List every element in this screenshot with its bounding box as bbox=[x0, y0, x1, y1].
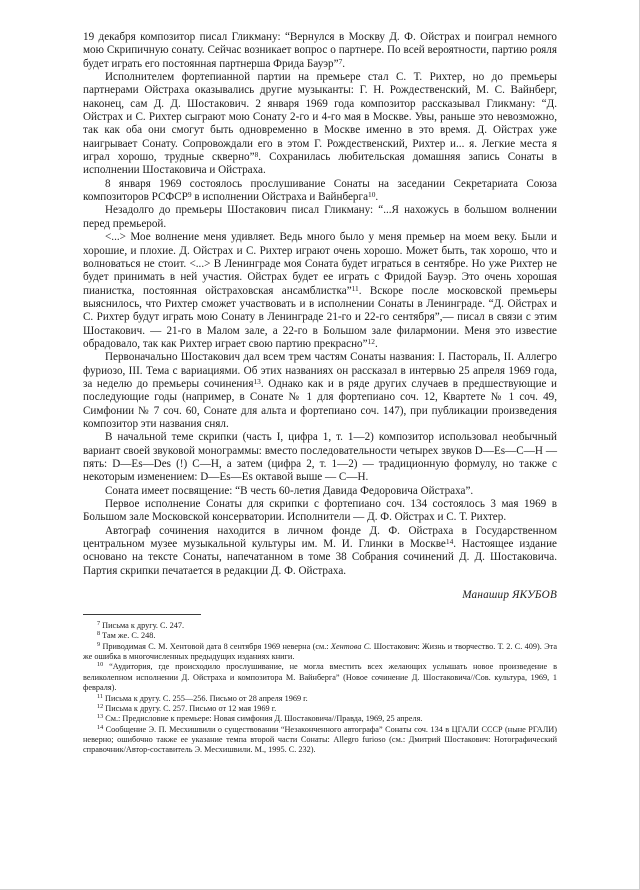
footnote-item: $^{14}$ Сообщение Э. П. Месхишвили о существовании “Незаконченного автографа” Сонаты соч. 134 в ЦГАЛИ СССР (ныне РГАЛИ) неверно; ошибочно также ее указание темпа второй части Сонаты: Allegro furioso (см.: Дмитрий Шостакович: Нотографический справочник/Автор-составитель Э. Месхишвили. М., 1995. С. 232). bbox=[83, 723, 558, 755]
body-paragraph: Исполнителем фортепианной партии на премьере стал С. Т. Рихтер, но до премьеры партнерами Ойстраха оказывались другие музыканты: Г. Н. Рождественский, М. С. Вайнберг, наконец, сам Д. Д. Шостакович. 2 января 1969 года композитор рассказывал Гликману: “Д. Ойстрах и С. Рихтер сыграют мою Сонату 2-го и 4-го мая в Москве. Увы, раньше это невозможно, так как оба они смогут быть одновременно в Москве именно в это время. Д. Ойстрах уже наигрывает Сонату. Сопровождали его в этом Г. Рождественский, Рихтер и... я. Легкие места я играл хорошо, трудные скверно”$^8$. Сохранилась любительская домашняя запись Сонаты в исполнении Шостаковича и Ойстраха. bbox=[83, 71, 557, 177]
body-paragraph: Автограф сочинения находится в личном фонде Д. Ф. Ойстраха в Государственном центральном музее музыкальной культуры им. М. И. Глинки в Москве$^{14}$. Настоящее издание основано на тексте Сонаты, напечатанном в томе 38 Собрания сочинений Д. Д. Шостаковича. Партия скрипки печатается в редакции Д. Ф. Ойстраха. bbox=[83, 524, 557, 577]
footnote-number: 10 bbox=[97, 661, 104, 669]
cited-author-name: Хентова С. bbox=[330, 641, 372, 651]
footnote-item: $^9$ Приводимая С. М. Хентовой дата 8 сентября 1969 неверна (см.: Хентова С. Шостакович: Жизнь и творчество. Т. 2. С. 409). Эта же ошибка в многочисленных предыдущих изданиях книги. bbox=[83, 641, 558, 662]
footnote-reference: 12 bbox=[367, 336, 375, 346]
footnote-number: 8 bbox=[97, 630, 101, 638]
footnote-number: 9 bbox=[97, 641, 101, 648]
footnote-item: $^{13}$ См.: Предисловие к премьере: Новая симфония Д. Шостаковича//Правда, 1969, 25 апреля. bbox=[97, 713, 423, 724]
footnote-reference: 7 bbox=[338, 56, 343, 66]
footnote-reference: 11 bbox=[351, 283, 359, 293]
footnote-item: $^{10}$ “Аудитория, где происходило прослушивание, не могла вместить всех желающих услышать новое произведение в великолепном исполнении Д. Ойстраха и композитора М. Вайнберга” (Новое сочинение Д. Шостаковича//Сов. культура, 1969, 1 февраля). bbox=[83, 661, 558, 693]
article-body bbox=[83, 31, 557, 578]
footnote-reference: 13 bbox=[253, 376, 261, 386]
footnotes-section bbox=[83, 621, 557, 755]
page-content bbox=[83, 31, 557, 756]
footnote-number: 7 bbox=[97, 620, 101, 628]
author-signature: Манашир ЯКУБОВ bbox=[462, 589, 557, 602]
footnote-separator-rule bbox=[83, 614, 201, 615]
body-paragraph: Соната имеет посвящение: “В честь 60-летия Давида Федоровича Ойстраха”. bbox=[105, 484, 474, 497]
body-paragraph: 19 декабря композитор писал Гликману: “Вернулся в Москву Д. Ф. Ойстрах и поиграл немного мою Скрипичную сонату. Сейчас возникает вопрос о партнере. По всей вероятности, партию рояля будет играть его постоянная партнерша Фрида Бауэр”$^7$. bbox=[83, 31, 557, 70]
body-paragraph: 8 января 1969 состоялось прослушивание Сонаты на заседании Секретариата Союза композиторов РСФСР$^9$ в исполнении Ойстраха и Вайнберга$^{10}$. bbox=[83, 177, 557, 204]
footnote-number: 11 bbox=[97, 692, 103, 700]
body-paragraph: <...> Мое волнение меня удивляет. Ведь много было у меня премьер на моем веку. Были и хорошие, и плохие. Д. Ойстрах и С. Рихтер играют очень хорошо. Может быть, так хорошо, что и волноваться не стоит. <...> В Ленинграде моя Соната будет играться в сентябре. Но уже Рихтер не будет принимать в ней участия. Ойстрах будет ее играть с Фридой Бауэр. Это очень хорошая пианистка, постоянная ойстраховская ансамблистка”$^{11}$. Вскоре после московской премьеры выяснилось, что Рихтер сможет участвовать и в исполнении Сонаты в Ленинграде. “Д. Ойстрах и С. Рихтер будут играть мою Сонату в Ленинграде 21-го и 22-го сентября”,— писал в связи с этим Шостакович. — 21-го в Малом зале, а 22-го в Большом зале филармонии. Меня это известие обрадовало, так как Рихтер играет свою партию прекрасно”$^{12}$. bbox=[83, 231, 557, 350]
footnote-number: 13 bbox=[97, 713, 104, 721]
footnote-item: $^{11}$ Письма к другу. С. 255—256. Письмо от 28 апреля 1969 г. bbox=[97, 692, 308, 703]
footnote-reference: 14 bbox=[445, 536, 454, 546]
body-paragraph: В начальной теме скрипки (часть I, цифра 1, т. 1—2) композитор использовал необычный вариант своей звуковой монограммы: вместо последовательности четырех звуков D—Es—C—H — пять: D—Es—Des (!) C—H, а затем (цифра 2, т. 1—2) — традиционную формулу, но также с некоторым изменением: D—Es—Es октавой выше — C—H. bbox=[83, 431, 557, 484]
body-paragraph: Первое исполнение Сонаты для скрипки с фортепиано соч. 134 состоялось 3 мая 1969 в Большом зале Московской консерватории. Исполнители — Д. Ф. Ойстрах и С. Т. Рихтер. bbox=[83, 498, 557, 524]
body-paragraph: Незадолго до премьеры Шостакович писал Гликману: “...Я нахожусь в большом волнении перед премьерой. bbox=[83, 204, 557, 230]
footnote-number: 12 bbox=[97, 703, 104, 711]
footnote-reference: 9 bbox=[187, 190, 192, 200]
footnote-number: 14 bbox=[97, 723, 104, 731]
footnote-item: $^8$ Там же. С. 248. bbox=[97, 630, 156, 641]
body-paragraph: Первоначально Шостакович дал всем трем частям Сонаты названия: I. Пастораль, II. Аллегро фуриозо, III. Тема с вариациями. Об этих названиях он рассказал в интервью 25 апреля 1969 года, за неделю до премьеры сочинения$^{13}$. Однако как и в ряде других случаев в предшествующие и последующие годы (например, в Сонате № 1 для фортепиано соч. 12, Квартете № 1 соч. 49, Симфонии № 7 соч. 60, Сонате для альта и фортепиано соч. 147), при публикации произведения композитор эти названия снял. bbox=[83, 351, 558, 430]
footnote-item: $^7$ Письма к другу. С. 247. bbox=[97, 620, 185, 631]
footnote-item: $^{12}$ Письма к другу. С. 257. Письмо от 12 мая 1969 г. bbox=[97, 703, 277, 713]
footnote-reference: 8 bbox=[254, 150, 259, 159]
footnote-reference: 10 bbox=[368, 190, 376, 200]
